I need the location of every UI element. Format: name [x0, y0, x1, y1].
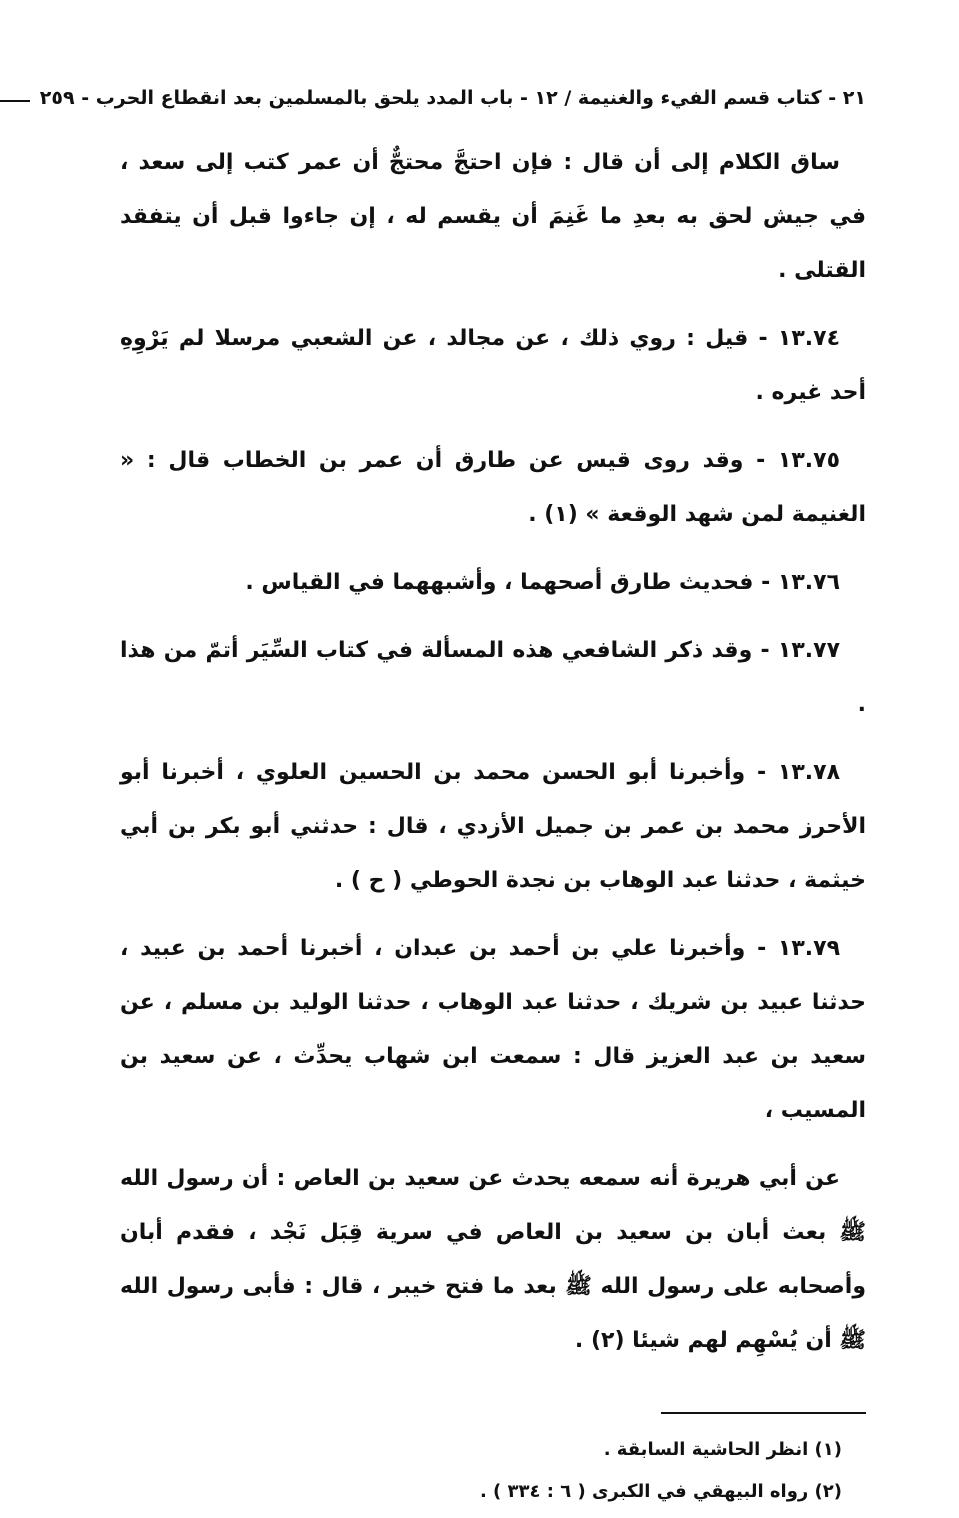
paragraph-13-75: ١٣.٧٥ - وقد روى قيس عن طارق أن عمر بن الخطاب قال : « الغنيمة لمن شهد الوقعة » (١) .	[120, 448, 866, 527]
running-title: ٢١ - كتاب قسم الفيء والغنيمة / ١٢ - باب المدد يلحق بالمسلمين بعد انقطاع الحرب - ٢٥٩	[39, 87, 866, 109]
paragraph-intro: ساق الكلام إلى أن قال : فإن احتجَّ محتجٌّ أن عمر كتب إلى سعد ، في جيش لحق به بعدِ ما غَنِمَ أن يقسم له ، إن جاءوا قبل أن يتفقد القتلى .	[120, 150, 866, 283]
book-page	[39, 80, 866, 1518]
header-rule	[0, 100, 30, 102]
page-header	[39, 80, 866, 116]
footnote-rule	[661, 1412, 866, 1414]
footnote-1: (١) انظر الحاشية السابقة .	[603, 1439, 842, 1460]
paragraph-13-74: ١٣.٧٤ - قيل : روي ذلك ، عن مجالد ، عن الشعبي مرسلا لم يَرْوِهِ أحد غيره .	[120, 326, 866, 405]
paragraph-13-78: ١٣.٧٨ - وأخبرنا أبو الحسن محمد بن الحسين العلوي ، أخبرنا أبو الأحرز محمد بن عمر بن جميل الأزدي ، قال : حدثني أبو بكر بن أبي خيثمة ، حدثنا عبد الوهاب بن نجدة الحوطي ( ح ) .	[120, 760, 866, 893]
paragraph-13-77: ١٣.٧٧ - وقد ذكر الشافعي هذه المسألة في كتاب السِّيَر أتمّ من هذا .	[120, 638, 866, 717]
paragraph-13-76: ١٣.٧٦ - فحديث طارق أصحهما ، وأشبههما في القياس .	[245, 570, 840, 595]
footnote-2: (٢) رواه البيهقي في الكبرى ( ٦ : ٣٣٤ ) .	[479, 1481, 842, 1502]
paragraph-13-79: ١٣.٧٩ - وأخبرنا علي بن أحمد بن عبدان ، أخبرنا أحمد بن عبيد ، حدثنا عبيد بن شريك ، حدثنا عبد الوهاب ، حدثنا الوليد بن مسلم ، عن سعيد بن عبد العزيز قال : سمعت ابن شهاب يحدِّث ، عن سعيد بن المسيب ،	[120, 936, 866, 1123]
paragraph-hadith: عن أبي هريرة أنه سمعه يحدث عن سعيد بن العاص : أن رسول الله ﷺ بعث أبان بن سعيد بن العاص في سرية قِبَل نَجْد ، فقدم أبان وأصحابه على رسول الله ﷺ بعد ما فتح خيبر ، قال : فأبى رسول الله ﷺ أن يُسْهِم لهم شيئا (٢) .	[120, 1166, 866, 1353]
